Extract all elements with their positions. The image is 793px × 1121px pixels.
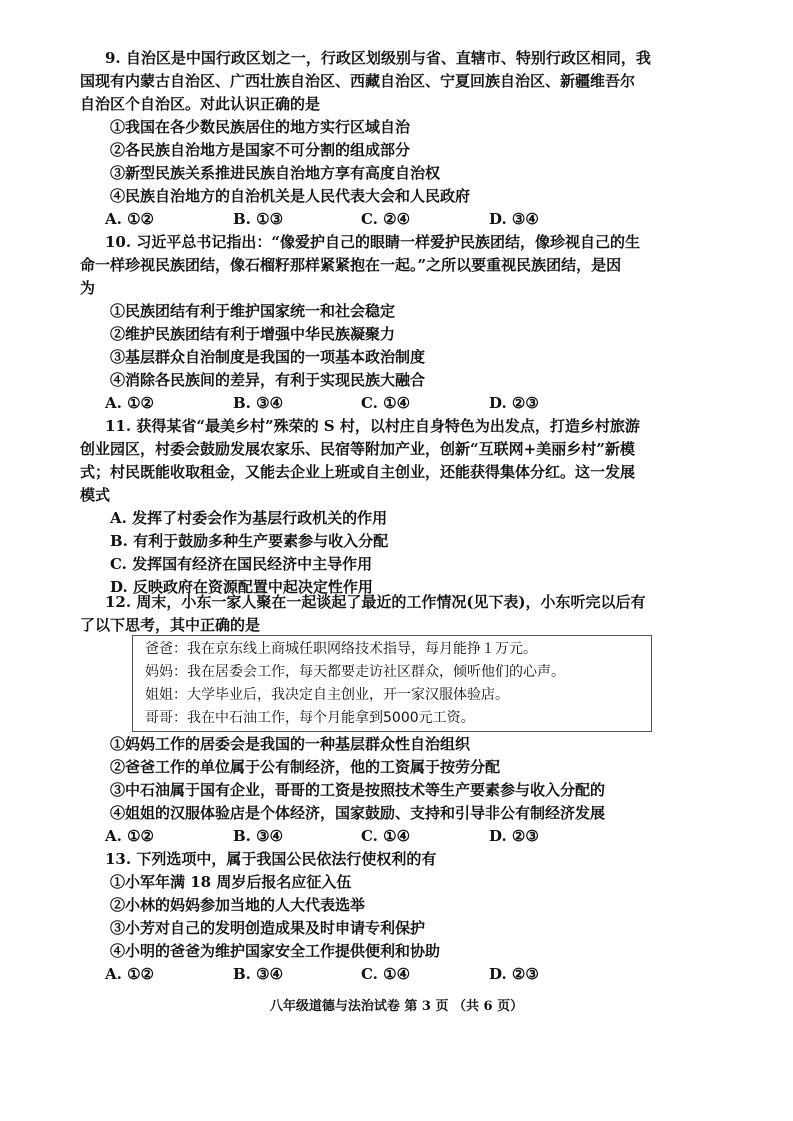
q10-choices (105, 392, 625, 414)
q13-option-2: ②小林的妈妈参加当地的人大代表选举 (110, 896, 366, 914)
q9-choice-b: B. ①③ (233, 210, 284, 228)
q10-choice-c: C. ①④ (361, 394, 411, 412)
q12-stem-line-2: 了以下思考，其中正确的是 (80, 616, 261, 634)
q10-option-3: ③基层群众自治制度是我国的一项基本政治制度 (110, 348, 426, 366)
q9-stem-line-3: 自治区个自治区。对此认识正确的是 (80, 95, 321, 113)
q12-choice-d: D. ②③ (489, 827, 539, 845)
q9-option-1: ①我国在各少数民族居住的地方实行区域自治 (110, 118, 411, 136)
q11-option-b: B. 有利于鼓励多种生产要素参与收入分配 (110, 532, 389, 550)
q9-option-3: ③新型民族关系推进民族自治地方享有高度自治权 (110, 164, 441, 182)
family-work-table (132, 635, 652, 732)
q9-stem-line-2: 国现有内蒙古自治区、广西壮族自治区、西藏自治区、宁夏回族自治区、新疆维吾尔 (80, 72, 636, 90)
q9-option-2: ②各民族自治地方是国家不可分割的组成部分 (110, 141, 411, 159)
q10-choice-b: B. ③④ (233, 394, 284, 412)
q10-option-2: ②维护民族团结有利于增强中华民族凝聚力 (110, 325, 396, 343)
table-row-sister: 姐姐：大学毕业后，我决定自主创业，开一家汉服体验店。 (145, 687, 509, 703)
q11-stem-line-1: 11. 获得某省“最美乡村”殊荣的 S 村，以村庄自身特色为出发点，打造乡村旅游 (105, 417, 640, 435)
page-footer: 八年级道德与法治试卷 第 3 页 （共 6 页） (269, 999, 524, 1014)
q12-stem-line-1: 12. 周末，小东一家人聚在一起谈起了最近的工作情况(见下表)，小东听完以后有 (105, 593, 646, 611)
q12-option-3: ③中石油属于国有企业，哥哥的工资是按照技术等生产要素参与收入分配的 (110, 781, 606, 799)
q11-option-a: A. 发挥了村委会作为基层行政机关的作用 (110, 509, 388, 527)
q9-choices (105, 208, 625, 230)
q9-stem-line-1: 9. 自治区是中国行政区划之一，行政区划级别与省、直辖市、特别行政区相同，我 (105, 49, 651, 67)
table-row-mom: 妈妈：我在居委会工作，每天都要走访社区群众，倾听他们的心声。 (145, 664, 565, 680)
q12-choices (105, 825, 625, 847)
q9-choice-d: D. ③④ (489, 210, 539, 228)
q12-option-2: ②爸爸工作的单位属于公有制经济，他的工资属于按劳分配 (110, 758, 501, 776)
q13-choice-b: B. ③④ (233, 965, 284, 983)
q10-stem-line-3: 为 (80, 279, 96, 297)
q11-option-c: C. 发挥国有经济在国民经济中主导作用 (110, 555, 373, 573)
q13-choices (105, 963, 625, 985)
q11-stem-line-2: 创业园区，村委会鼓励发展农家乐、民宿等附加产业，创新“互联网+美丽乡村”新模 (80, 440, 635, 458)
q9-choice-c: C. ②④ (361, 210, 411, 228)
q10-choice-d: D. ②③ (489, 394, 539, 412)
q12-choice-b: B. ③④ (233, 827, 284, 845)
q10-choice-a: A. ①② (105, 394, 154, 412)
q12-option-4: ④姐姐的汉服体验店是个体经济，国家鼓励、支持和引导非公有制经济发展 (110, 804, 606, 822)
q12-choice-a: A. ①② (105, 827, 154, 845)
q13-option-1: ①小军年满 18 周岁后报名应征入伍 (110, 873, 352, 891)
q12-option-1: ①妈妈工作的居委会是我国的一种基层群众性自治组织 (110, 735, 471, 753)
q11-stem-line-3: 式；村民既能收取租金，又能去企业上班或自主创业，还能获得集体分红。这一发展 (80, 463, 636, 481)
q11-stem-line-4: 模式 (80, 486, 111, 504)
q9-option-4: ④民族自治地方的自治机关是人民代表大会和人民政府 (110, 187, 471, 205)
q10-stem-line-1: 10. 习近平总书记指出：“像爱护自己的眼睛一样爱护民族团结，像珍视自己的生 (105, 233, 640, 251)
table-row-brother: 哥哥：我在中石油工作，每个月能拿到5000元工资。 (145, 710, 475, 726)
q13-choice-d: D. ②③ (489, 965, 539, 983)
q12-choice-c: C. ①④ (361, 827, 411, 845)
table-row-dad: 爸爸：我在京东线上商城任职网络技术指导，每月能挣１万元。 (145, 641, 537, 657)
q10-option-1: ①民族团结有利于维护国家统一和社会稳定 (110, 302, 396, 320)
q13-stem: 13. 下列选项中，属于我国公民依法行使权利的有 (105, 850, 437, 868)
q13-option-4: ④小明的爸爸为维护国家安全工作提供便利和协助 (110, 942, 441, 960)
q13-option-3: ③小芳对自己的发明创造成果及时申请专利保护 (110, 919, 426, 937)
q13-choice-c: C. ①④ (361, 965, 411, 983)
q10-option-4: ④消除各民族间的差异，有利于实现民族大融合 (110, 371, 426, 389)
q9-choice-a: A. ①② (105, 210, 154, 228)
q11-option-d: D. 反映政府在资源配置中起决定性作用 (110, 578, 373, 596)
q13-choice-a: A. ①② (105, 965, 154, 983)
q10-stem-line-2: 命一样珍视民族团结，像石榴籽那样紧紧抱在一起。”之所以要重视民族团结，是因 (80, 256, 622, 274)
